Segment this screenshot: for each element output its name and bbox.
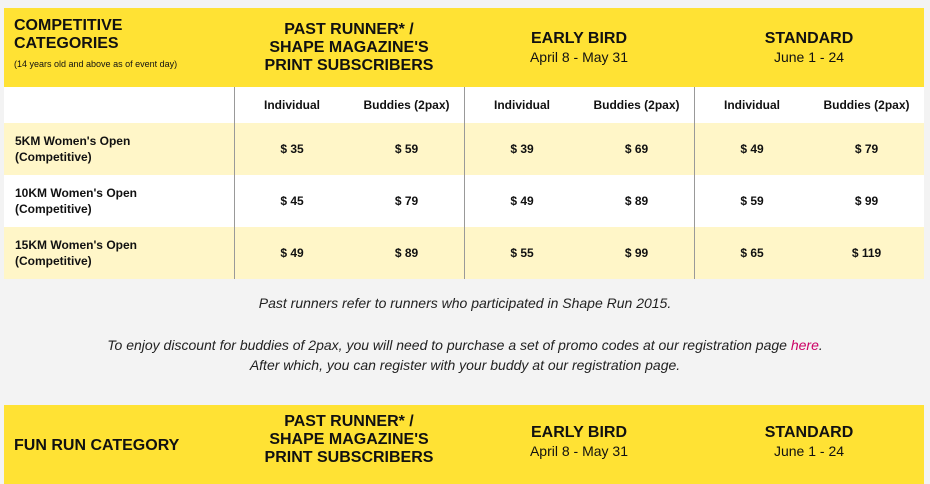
category-name: 5KM Women's Open: [15, 134, 131, 148]
competitive-title-cell: [4, 8, 234, 87]
price-cell: $ 49: [234, 227, 349, 279]
category-type: (Competitive): [15, 202, 92, 216]
category-name: 10KM Women's Open: [15, 186, 137, 200]
competitive-price-table: [4, 8, 924, 279]
price-cell: $ 119: [851, 246, 882, 260]
category-label: [4, 175, 234, 227]
subheader-empty-cell: [4, 87, 234, 123]
price-cell: $ 59: [694, 175, 809, 227]
funrun-title-cell: [4, 405, 234, 484]
funrun-title: FUN RUN CATEGORY: [14, 437, 180, 454]
funrun-past-runner-title-1: PAST RUNNER* /: [284, 413, 414, 430]
subheader-buddies: Buddies (2pax): [593, 98, 680, 112]
table-row: [4, 123, 924, 175]
price-cell: $ 79: [394, 194, 419, 208]
funrun-past-runner-header: [234, 405, 464, 484]
funrun-header-row: [4, 405, 924, 484]
age-note: (14 years old and above as of event day): [14, 59, 178, 69]
funrun-past-runner-title-2: SHAPE MAGAZINE'S: [269, 431, 429, 448]
competitive-title: COMPETITIVE CATEGORIES: [14, 17, 123, 52]
standard-header: [694, 8, 924, 87]
category-name: 15KM Women's Open: [15, 238, 137, 252]
price-cell: $ 99: [624, 246, 649, 260]
funrun-past-runner-title-3: PRINT SUBSCRIBERS: [264, 449, 434, 466]
category-type: (Competitive): [15, 254, 92, 268]
price-cell: $ 89: [624, 194, 649, 208]
price-cell: $ 79: [854, 142, 879, 156]
category-label: [4, 123, 234, 175]
price-cell: $ 35: [234, 123, 349, 175]
standard-title: STANDARD: [764, 29, 854, 47]
price-cell: $ 55: [464, 227, 579, 279]
subheader-row: [4, 87, 924, 123]
funrun-standard-header: [694, 405, 924, 484]
table-row: [4, 175, 924, 227]
subheader-individual: Individual: [694, 87, 809, 123]
price-cell: $ 49: [694, 123, 809, 175]
past-runner-title-2: SHAPE MAGAZINE'S: [269, 38, 429, 56]
standard-dates: June 1 - 24: [773, 48, 845, 65]
after-which-note: After which, you can register with your buddy at our registration page.: [249, 357, 681, 373]
subheader-buddies: Buddies (2pax): [823, 98, 910, 112]
buddies-note: [0, 337, 930, 353]
early-bird-title: EARLY BIRD: [530, 29, 628, 47]
price-cell: $ 45: [234, 175, 349, 227]
price-cell: $ 89: [394, 246, 419, 260]
past-runner-title-3: PRINT SUBSCRIBERS: [264, 56, 434, 74]
price-cell: $ 39: [464, 123, 579, 175]
subheader-buddies: Buddies (2pax): [363, 98, 450, 112]
early-bird-header: [464, 8, 694, 87]
past-runners-note: Past runners refer to runners who participated in Shape Run 2015.: [258, 295, 672, 311]
funrun-standard-title: STANDARD: [764, 424, 854, 441]
price-cell: $ 49: [464, 175, 579, 227]
category-label: [4, 227, 234, 279]
buddies-note-text: To enjoy discount for buddies of 2pax, you will need to purchase a set of promo codes at our registration page: [107, 337, 791, 353]
early-bird-dates: April 8 - May 31: [529, 48, 629, 65]
price-cell: $ 69: [624, 142, 649, 156]
table-row: [4, 227, 924, 279]
price-cell: $ 99: [854, 194, 879, 208]
registration-here-link[interactable]: here: [790, 337, 819, 353]
funrun-early-bird-title: EARLY BIRD: [530, 424, 628, 441]
funrun-early-bird-dates: April 8 - May 31: [529, 443, 629, 459]
funrun-standard-dates: June 1 - 24: [773, 443, 845, 459]
price-cell: $ 59: [394, 142, 419, 156]
subheader-individual: Individual: [464, 87, 579, 123]
past-runner-title-1: PAST RUNNER* /: [284, 20, 414, 38]
competitive-header-row: [4, 8, 924, 87]
past-runner-header: [234, 8, 464, 87]
price-cell: $ 65: [694, 227, 809, 279]
subheader-individual: Individual: [234, 87, 349, 123]
funrun-early-bird-header: [464, 405, 694, 484]
category-type: (Competitive): [15, 150, 92, 164]
buddies-note-end: .: [818, 337, 823, 353]
